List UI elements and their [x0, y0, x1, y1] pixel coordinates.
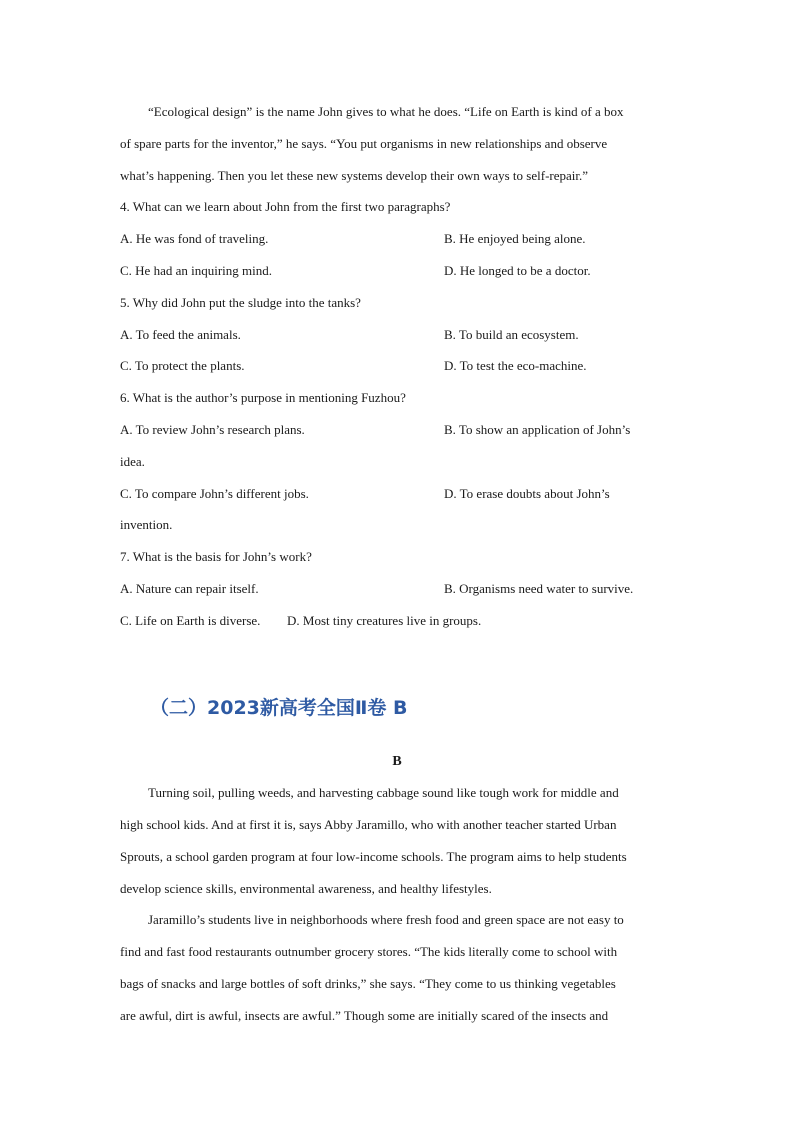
question-6-stem: 6. What is the author’s purpose in mentioning Fuzhou?	[120, 390, 406, 405]
question-6-option-b-continued: idea.	[120, 454, 145, 469]
passage-a-line: what’s happening. Then you let these new systems develop their own ways to self-repair.”	[120, 168, 589, 183]
section-heading: （二）2023新高考全国Ⅱ卷 B	[150, 697, 408, 719]
question-7-stem: 7. What is the basis for John’s work?	[120, 549, 312, 564]
question-4-option-c: C. He had an inquiring mind.	[120, 263, 273, 278]
question-4-option-b: B. He enjoyed being alone.	[444, 231, 586, 246]
question-4-stem: 4. What can we learn about John from the first two paragraphs?	[120, 199, 451, 214]
question-7-option-c: C. Life on Earth is diverse.	[120, 613, 261, 628]
question-5-stem: 5. Why did John put the sludge into the tanks?	[120, 295, 361, 310]
passage-b-line: Jaramillo’s students live in neighborhoods where fresh food and green space are not easy to	[148, 912, 624, 927]
passage-b-line: bags of snacks and large bottles of soft drinks,” she says. “They come to us thinking vegetables	[120, 976, 616, 991]
question-7-option-b: B. Organisms need water to survive.	[444, 581, 634, 596]
passage-b-line: are awful, dirt is awful, insects are awful.” Though some are initially scared of the insects and	[120, 1008, 609, 1023]
question-5-option-a: A. To feed the animals.	[120, 327, 241, 342]
question-5-option-b: B. To build an ecosystem.	[444, 327, 579, 342]
question-6-option-c: C. To compare John’s different jobs.	[120, 486, 309, 501]
question-7-option-a: A. Nature can repair itself.	[120, 581, 259, 596]
passage-a-line: “Ecological design” is the name John gives to what he does. “Life on Earth is kind of a box	[148, 104, 624, 119]
question-4-option-a: A. He was fond of traveling.	[120, 231, 269, 246]
question-6-option-d: D. To erase doubts about John’s	[444, 486, 610, 501]
question-6-option-d-continued: invention.	[120, 517, 173, 532]
question-6-option-b: B. To show an application of John’s	[444, 422, 631, 437]
question-7-option-d: D. Most tiny creatures live in groups.	[287, 613, 482, 628]
passage-b-label: B	[392, 754, 402, 769]
question-5-option-d: D. To test the eco-machine.	[444, 358, 587, 373]
question-6-option-a: A. To review John’s research plans.	[120, 422, 305, 437]
question-5-option-c: C. To protect the plants.	[120, 358, 245, 373]
passage-b-line: find and fast food restaurants outnumber grocery stores. “The kids literally come to school with	[120, 944, 618, 959]
passage-b-line: Sprouts, a school garden program at four low-income schools. The program aims to help students	[120, 849, 627, 864]
question-4-option-d: D. He longed to be a doctor.	[444, 263, 591, 278]
passage-a-line: of spare parts for the inventor,” he says. “You put organisms in new relationships and observe	[120, 136, 608, 151]
passage-b-line: high school kids. And at first it is, says Abby Jaramillo, who with another teacher started Urban	[120, 817, 617, 832]
passage-b-line: Turning soil, pulling weeds, and harvesting cabbage sound like tough work for middle and	[148, 785, 619, 800]
passage-b-line: develop science skills, environmental awareness, and healthy lifestyles.	[120, 881, 492, 896]
